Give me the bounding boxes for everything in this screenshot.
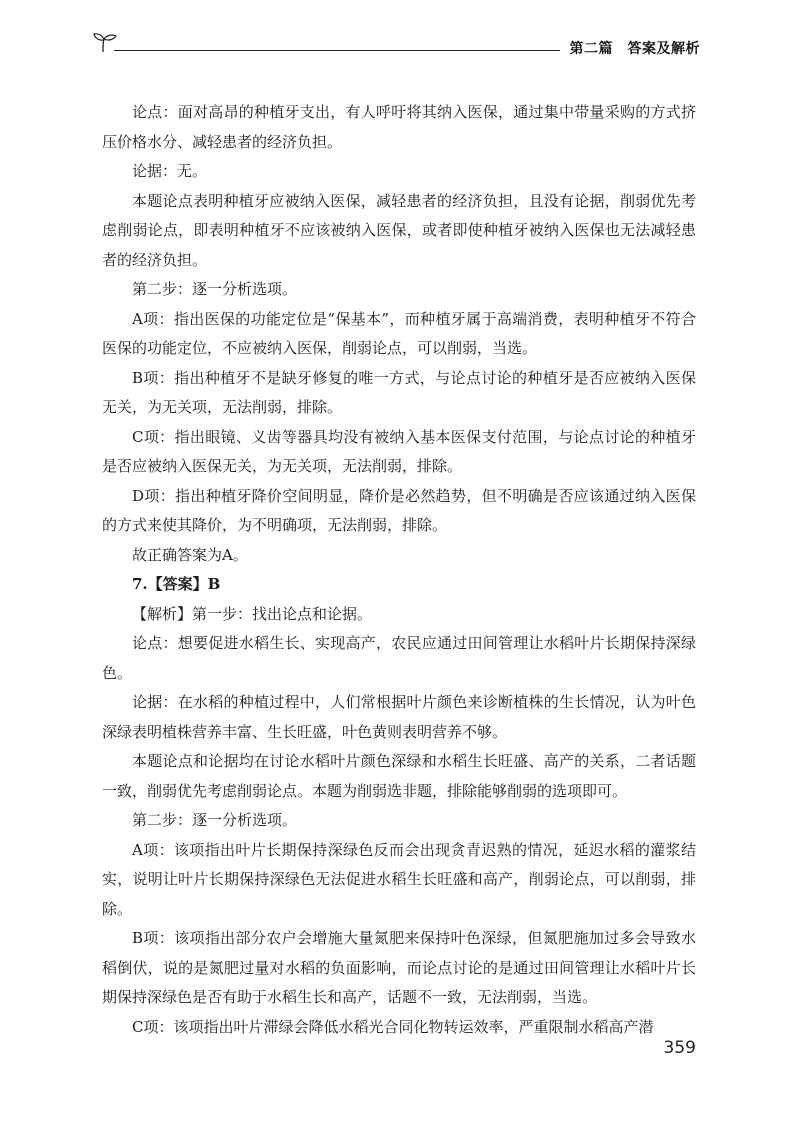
paragraph: 论点：面对高昂的种植牙支出，有人呼吁将其纳入医保，通过集中带量采购的方式挤压价格水分、减轻患者的经济负担。 xyxy=(102,103,696,151)
running-header xyxy=(92,30,700,66)
sprout-icon xyxy=(92,30,118,56)
paragraph: C项：该项指出叶片滞绿会降低水稻光合同化物转运效率，严重限制水稻高产潜 xyxy=(132,1017,654,1036)
analysis-heading: 【解析】第一步：找出论点和论据。 xyxy=(132,604,373,623)
paragraph: 本题论点和论据均在讨论水稻叶片颜色深绿和水稻生长旺盛、高产的关系，二者话题一致，削弱优先考虑削弱论点。本题为削弱选非题，排除能够削弱的选项即可。 xyxy=(102,752,696,800)
paragraph: A项：该项指出叶片长期保持深绿色反而会出现贪青迟熟的情况，延迟水稻的灌浆结实，说明让叶片长期保持深绿色无法促进水稻生长旺盛和高产，削弱论点，可以削弱，排除。 xyxy=(102,840,696,918)
section-title: 第二篇 答案及解析 xyxy=(569,41,700,57)
paragraph: 论据：无。 xyxy=(132,162,208,180)
paragraph: 故正确答案为A。 xyxy=(132,545,248,564)
paragraph: C项：指出眼镜、义齿等器具均没有被纳入基本医保支付范围，与论点讨论的种植牙是否应被纳入医保无关，为无关项，无法削弱，排除。 xyxy=(102,427,696,475)
answer-line: 7.【答案】B xyxy=(132,575,221,593)
paragraph: 第二步：逐一分析选项。 xyxy=(132,280,298,298)
paragraph: B项：该项指出部分农户会增施大量氮肥来保持叶色深绿，但氮肥施加过多会导致水稻倒伏，说的是氮肥过量对水稻的负面影响，而论点讨论的是通过田间管理让水稻叶片长期保持深绿色是否有助于水稻生长和高产，话题不一致，无法削弱，当选。 xyxy=(102,929,696,1006)
paragraph: 论据：在水稻的种植过程中，人们常根据叶片颜色来诊断植株的生长情况，认为叶色深绿表明植株营养丰富、生长旺盛，叶色黄则表明营养不够。 xyxy=(102,693,696,741)
header-rule xyxy=(114,50,560,51)
paragraph: A项：指出医保的功能定位是“保基本”，而种植牙属于高端消费，表明种植牙不符合医保的功能定位，不应被纳入医保，削弱论点，可以削弱，当选。 xyxy=(102,309,696,357)
paragraph: B项：指出种植牙不是缺牙修复的唯一方式，与论点讨论的种植牙是否应被纳入医保无关，为无关项，无法削弱，排除。 xyxy=(102,368,696,416)
page-number: 359 xyxy=(663,1038,696,1058)
paragraph: D项：指出种植牙降价空间明显，降价是必然趋势，但不明确是否应该通过纳入医保的方式来使其降价，为不明确项，无法削弱，排除。 xyxy=(102,486,696,534)
paragraph: 论点：想要促进水稻生长、实现高产，农民应通过田间管理让水稻叶片长期保持深绿色。 xyxy=(102,634,696,682)
paragraph: 本题论点表明种植牙应被纳入医保，减轻患者的经济负担，且没有论据，削弱优先考虑削弱论点，即表明种植牙不应该被纳入医保，或者即使种植牙被纳入医保也无法减轻患者的经济负担。 xyxy=(102,191,696,269)
paragraph: 第二步：逐一分析选项。 xyxy=(132,811,298,829)
answer-explanation-body xyxy=(102,98,696,1042)
